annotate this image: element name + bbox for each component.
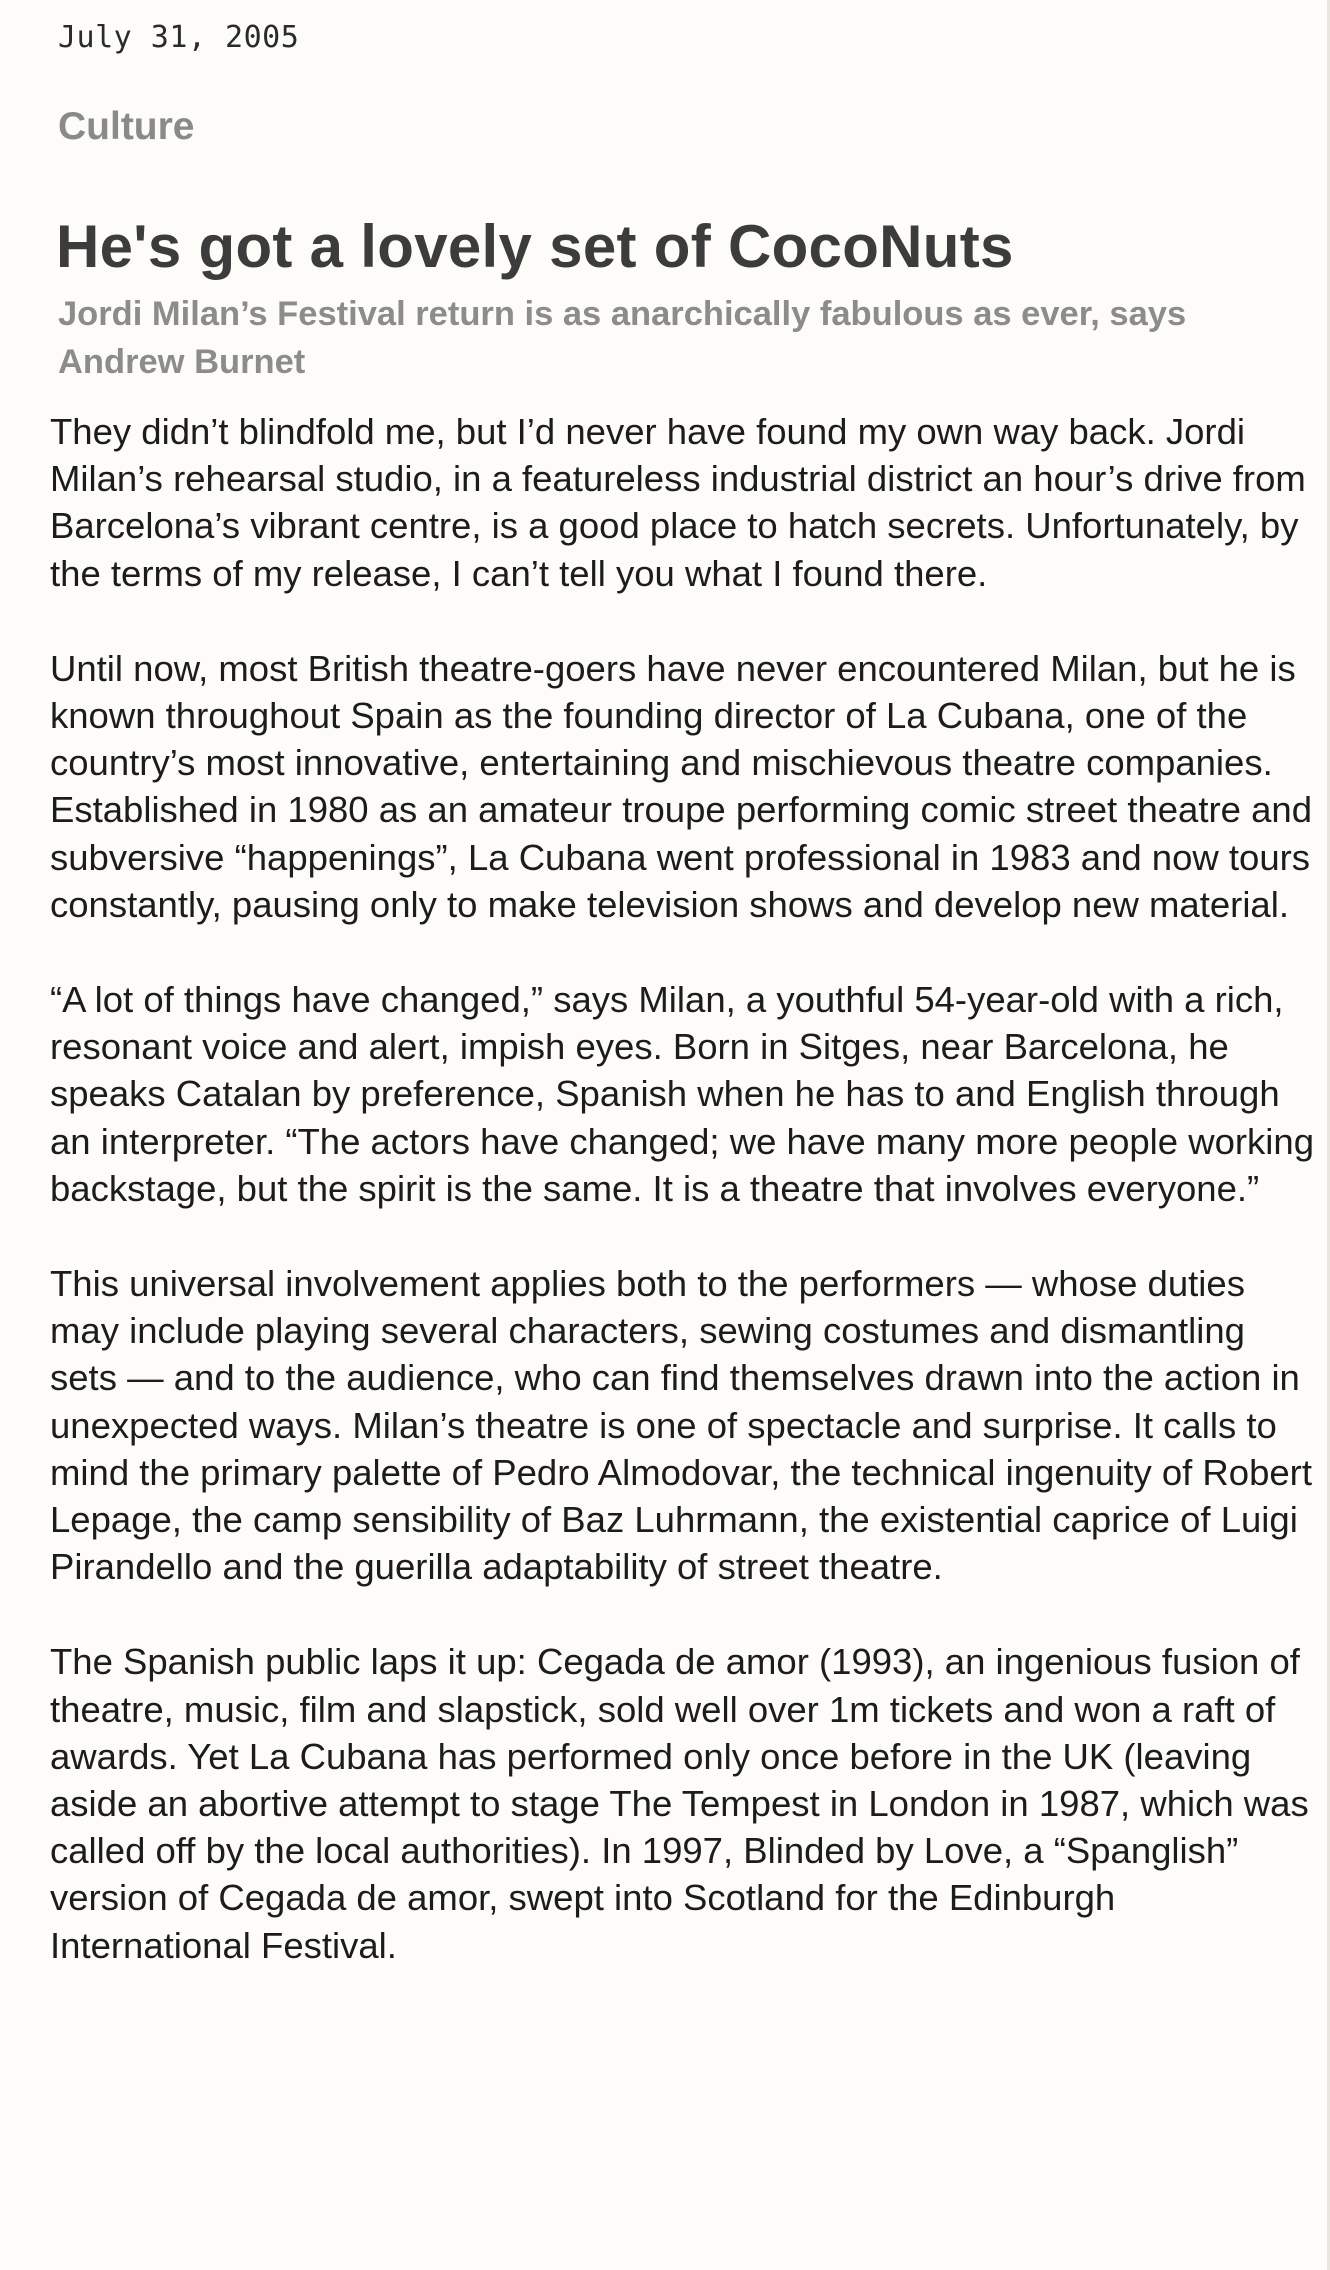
article-body xyxy=(50,408,1320,1969)
body-paragraph: Until now, most British theatre-goers have never encountered Milan, but he is known throughout Spain as the founding director of La Cubana, one of the country’s most innovative, entertaining and mischievous theatre companies. Established in 1980 as an amateur troupe performing comic street theatre and subversive “happenings”, La Cubana went professional in 1983 and now tours constantly, pausing only to make television shows and develop new material. xyxy=(50,647,1312,925)
body-paragraph: “A lot of things have changed,” says Milan, a youthful 54-year-old with a rich, resonant voice and alert, impish eyes. Born in Sitges, near Barcelona, he speaks Catalan by preference, Spanish when he has to and English through an interpreter. “The actors have changed; we have many more people working backstage, but the spirit is the same. It is a theatre that involves everyone.” xyxy=(50,979,1315,1209)
section-label: Culture xyxy=(58,105,195,148)
article-headline: He's got a lovely set of CocoNuts xyxy=(56,213,1014,280)
body-paragraph: The Spanish public laps it up: Cegada de amor (1993), an ingenious fusion of theatre, music, film and slapstick, sold well over 1m tickets and won a raft of awards. Yet La Cubana has performed only once before in the UK (leaving aside an abortive attempt to stage The Tempest in London in 1987, which was called off by the local authorities). In 1997, Blinded by Love, a “Spanglish” version of Cegada de amor, swept into Scotland for the Edinburgh International Festival. xyxy=(50,1641,1309,1966)
body-paragraph: This universal involvement applies both to the performers — whose duties may include playing several characters, sewing costumes and dismantling sets — and to the audience, who can find themselves drawn into the action in unexpected ways. Milan’s theatre is one of spectacle and surprise. It calls to mind the primary palette of Pedro Almodovar, the technical ingenuity of Robert Lepage, the camp sensibility of Baz Luhrmann, the existential caprice of Luigi Pirandello and the guerilla adaptability of street theatre. xyxy=(50,1263,1312,1588)
article-date: July 31, 2005 xyxy=(58,20,300,55)
body-paragraph: They didn’t blindfold me, but I’d never have found my own way back. Jordi Milan’s rehearsal studio, in a featureless industrial district an hour’s drive from Barcelona’s vibrant centre, is a good place to hatch secrets. Unfortunately, by the terms of my release, I can’t tell you what I found there. xyxy=(50,411,1306,594)
article-standfirst: Jordi Milan’s Festival return is as anarchically fabulous as ever, says Andrew Burnet xyxy=(58,295,1187,381)
